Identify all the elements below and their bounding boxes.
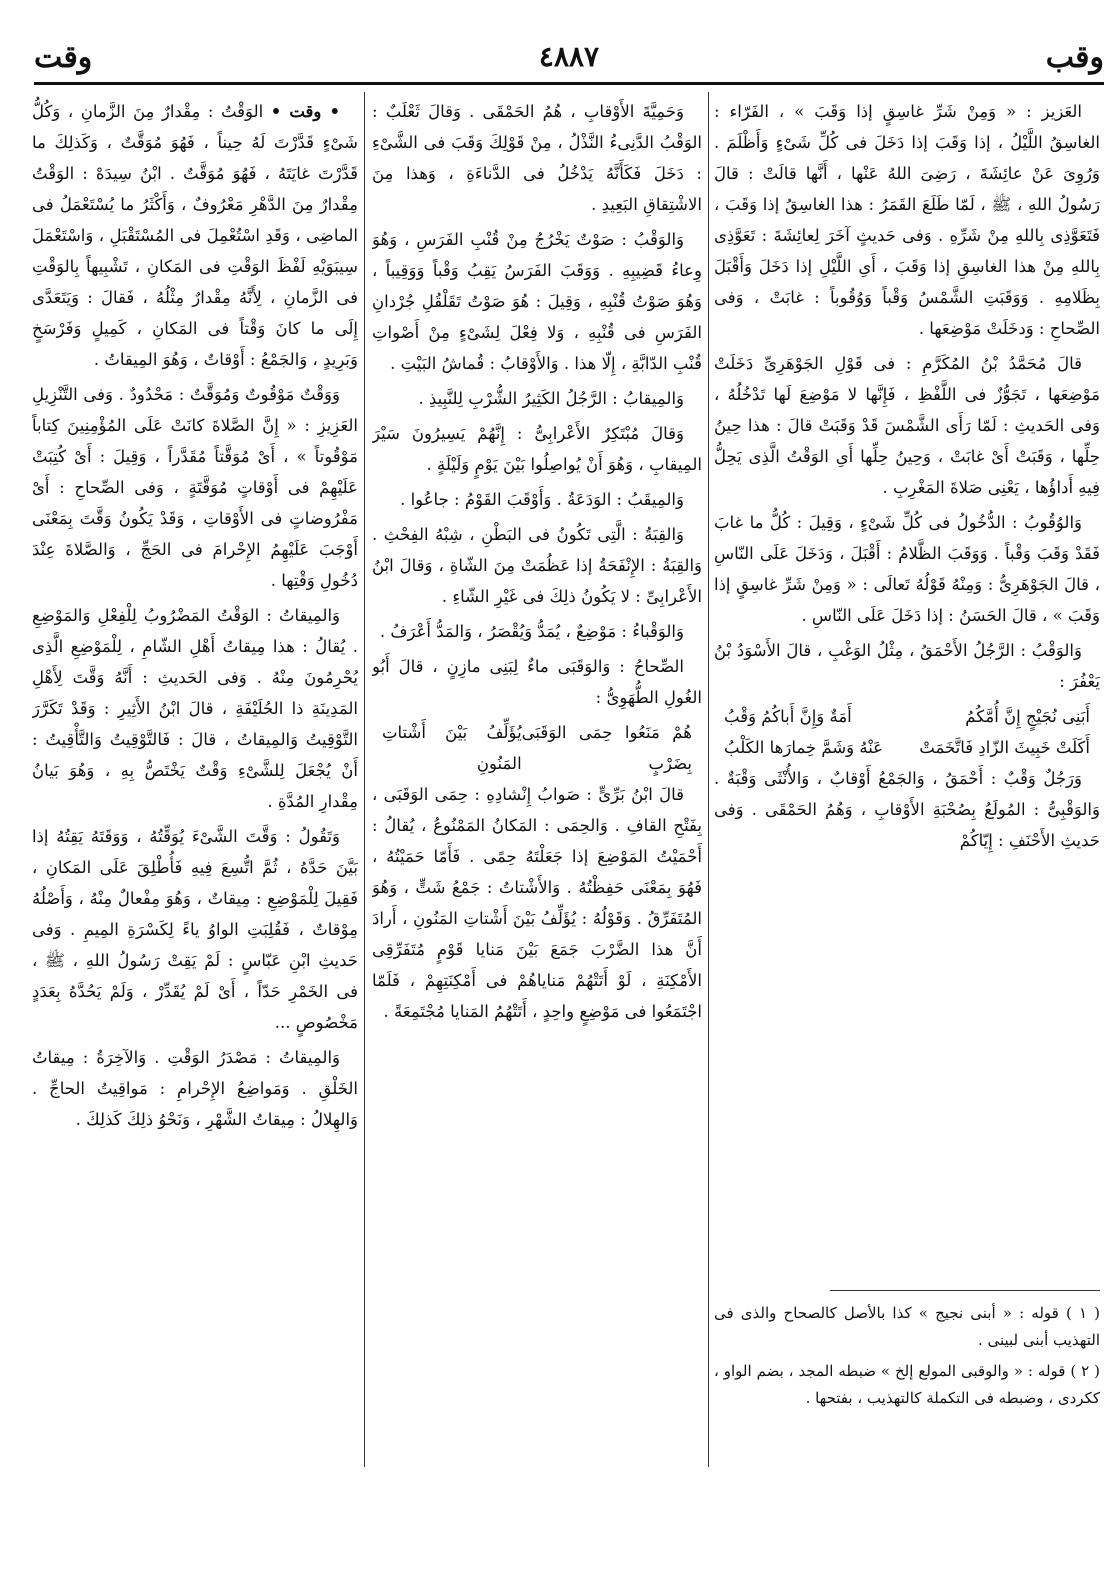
page-number: ٤٨٨٧: [538, 40, 600, 73]
entry-text: الوَقْتُ : مِقْدارٌ مِنَ الزَّمانِ ، وَكُلُّ شَىْءٍ قَدَّرْتَ لَهُ حِيناً ، فَهُوَ مُوَقَّتٌ ، وَكَذلِكَ ما قَدَّرْتَ غايَتَهُ ، فَهُوَ مُوَقَّتٌ . ابْنُ سِيدَهْ : الوَقْتُ مِقْدارٌ مِنَ الدَّهْرِ مَعْرُوفٌ ، وَأَكْثَرُ ما يُسْتَعْمَلُ فى الماضِى ، وَقَدِ اسْتُعْمِلَ فى المُسْتَقْبَلِ ، وَاسْتَعْمَلَ سِيبَوَيْهِ لَفْظَ الوَقْتِ فى المَكانِ ، تَشْبِيهاً بِالوَقْتِ فى الزَّمانِ ، لِأَنَّهُ مِقْدارٌ مِثْلُهُ ، فَقالَ : وَيَتَعَدَّى إِلَى ما كانَ وَقْتاً فى المَكانِ ، كَمِيلٍ وَفَرْسَخٍ وَبَرِيدٍ ، وَالجَمْعُ : أَوْقاتٌ ، وَهُوَ المِيقاتُ .: [32, 102, 358, 369]
poem-line: [714, 701, 1100, 732]
footnotes: [714, 1300, 1100, 1416]
column-divider-right: [708, 92, 709, 1467]
hemistich: يُؤَلِّفُ بَيْنَ أَشْتاتِ المَنُونِ: [382, 723, 522, 773]
paragraph: وَوَقْتٌ مَوْقُوتٌ وَمُوَقَّتٌ : مَحْدُودٌ . وَفى التَّنْزِيلِ العَزِيزِ : « إِنَّ الصَّلاةَ كانَتْ عَلَى المُؤْمِنِينَ كِتاباً مَوْقُوتاً » ، أَىْ مُوَقَّتاً مُقَدَّراً ، وَقِيلَ : أَىْ كُتِبَتْ عَلَيْهِمْ فى أَوْقاتٍ مُوَقَّتَةٍ ، وَفى الصِّحاحِ : أَىْ مَفْرُوضاتٍ فى الأَوْقاتِ ، وَقَدْ يَكُونُ وَقَّتَ بِمَعْنَى أَوْجَبَ عَلَيْهِمُ الإِحْرامَ فى الحَجِّ ، وَالصَّلاةَ عِنْدَ دُخُولِ وَقْتِها .: [32, 385, 358, 590]
footnote-rule: [830, 1290, 1100, 1291]
footnote: ( ٢ ) قوله : « والوقبى المولع إلخ » ضبطه المجد ، بضم الواو ، ككردى ، وضبطه فى التكملة كالتهذيب ، بفتحها .: [714, 1362, 1100, 1407]
paragraph: وَالمِيقاتُ : الوَقْتُ المَضْرُوبُ لِلْفِعْلِ وَالمَوْضِعِ . يُقالُ : هذا مِيقاتُ أَهْلِ الشّامِ ، لِلْمَوْضِعِ الَّذِى يُحْرِمُونَ مِنْهُ . وَفى الحَديثِ : أَنَّهُ وَقَّتَ لِأَهْلِ المَدِينَةِ ذا الحُلَيْفَةِ ، قالَ ابْنُ الأَثِيرِ : وَقَدْ تَكَرَّرَ التَّوْقِيتُ وَالمِيقاتُ ، قالَ : فَالتَّوْقِيتُ وَالتَّأْقِيتُ : أَنْ يُجْعَلَ لِلشَّىْءِ وَقْتٌ يَخْتَصُّ بِهِ ، وَهُوَ بَيانُ مِقْدارِ المُدَّةِ .: [32, 606, 358, 811]
hemistich: أَبَنِى نُجَيْجٍ إِنَّ أُمَّكُمُ: [965, 707, 1090, 726]
header-left-word: وقت: [34, 40, 93, 75]
column-divider-left: [364, 92, 365, 1467]
paragraph: قالَ مُحَمَّدُ بْنُ المُكَرَّمِ : فى قَوْلِ الجَوْهَرِىِّ دَخَلَتْ مَوْضِعَها ، تَجَوُّزٌ فى اللَّفْظِ ، فَإِنَّها لا مَوْضِعَ لَها تَدْخُلُهُ ، وَفى الحَديثِ : لَمّا رَأَى الشَّمْسَ قَدْ وَقَبَتْ قالَ : هذا حِينُ حِلِّها ، وَقَبَتْ أَىْ غابَتْ ، وَحِينُ حِلِّها أَىِ الوَقْتُ الَّذِى يَحِلُّ فِيهِ أَداؤُها ، يَعْنِى صَلاةَ المَغْرِبِ .: [714, 354, 1100, 497]
paragraph: وَالمِيقَبُ : الوَدَعَةُ . وَأَوْقَبَ القَوْمُ : جاعُوا .: [400, 490, 684, 509]
paragraph: وَقالَ مُبْتَكِرٌ الأَعْرابِىُّ : إِنَّهُمْ يَسِيرُونَ سَيْرَ المِيقابِ ، وَهُوَ أَنْ يُواصِلُوا بَيْنَ يَوْمٍ وَلَيْلَةٍ .: [372, 424, 702, 474]
header-right-word: وقب: [1045, 40, 1104, 75]
column-right: [714, 96, 1100, 1466]
paragraph: وَرَجُلٌ وَقْبٌ : أَحْمَقُ ، وَالجَمْعُ أَوْقابٌ ، وَالأُنْثَى وَقْبَةٌ . وَالوَقْبِىُّ : المُولَعُ بِصُحْبَةِ الأَوْقابِ ، وَهُمُ الحَمْقَى . وَفى حَديثِ الأَحْنَفِ : إِيّاكُمْ: [714, 769, 1100, 850]
entry-headword: • وقت •: [270, 102, 340, 121]
paragraph: وَالوَقْبُ : صَوْتٌ يَخْرُجُ مِنْ قُنْبِ الفَرَسِ ، وَهُوَ وِعاءُ قَضِيبِهِ . وَوَقَبَ الفَرَسُ يَقِبُ وَقْباً وَوَقِيباً ، وَهُوَ صَوْتُ قُنْبِهِ ، وَقِيلَ : هُوَ صَوْتُ تَقَلْقُلِ جُرْدانِ الفَرَسِ فى قُنْبِهِ ، وَلا فِعْلَ لِشَىْءٍ مِنْ أَصْواتِ قُنْبِ الدّابَّةِ ، إِلّا هذا . وَالأَوْقابُ : قُماشُ البَيْتِ .: [372, 230, 702, 373]
column-left: [32, 96, 358, 1466]
paragraph: وَحَمِيَّةَ الأَوْقابِ ، هُمُ الحَمْقَى . وَقالَ ثَعْلَبٌ : الوَقْبُ الدَّنِىءُ النَّذْلُ ، مِنْ قَوْلِكَ وَقَبَ فى الشَّىْءِ : دَخَلَ فَكَأَنَّهُ يَدْخُلُ فى الدَّناءَةِ ، وَهذا مِنَ الاشْتِقاقِ البَعِيدِ .: [372, 102, 702, 214]
header-rule: [34, 82, 1104, 85]
paragraph: قالَ ابْنُ بَرِّىٍّ : صَوابُ إِنْشادِهِ : حِمَى الوَقَبَى ، بِفَتْحِ القافِ . وَالحِمَى : المَكانُ المَمْنُوعُ ، يُقالُ : أَحْمَيْتُ المَوْضِعَ إذا جَعَلْتَهُ حِمًى . فَأَمّا حَمَيْتُهُ ، فَهُوَ بِمَعْنَى حَفِظْتُهُ . وَالأَشْتاتُ : جَمْعُ شَتٍّ ، وَهُوَ المُتَفَرِّقُ . وَقَوْلُهُ : يُؤَلِّفُ بَيْنَ أَشْتاتِ المَنُونِ ، أَرادَ أَنَّ هذا الضَّرْبَ جَمَعَ بَيْنَ مَنايا قَوْمٍ مُتَفَرِّقِى الأَمْكِنَةِ ، لَوْ أَتَتْهُمْ مَناياهُمْ فى أَمْكِنَتِهِمْ ، فَلَمّا اجْتَمَعُوا فى مَوْضِعٍ واحِدٍ ، أَتَتْهُمُ المَنايا مُجْتَمِعَةً .: [372, 785, 702, 1021]
column-middle: [372, 96, 702, 1466]
poem-line: [714, 732, 1100, 763]
paragraph: الصِّحاحُ : وَالوَقَبَى ماءٌ لِبَنِى مازِنٍ ، قالَ أَبُو الغُولِ الطُّهَوِىُّ :: [372, 657, 702, 707]
hemistich: هُمْ مَنَعُوا حِمَى الوَقَبَى بِضَرْبٍ: [521, 723, 692, 773]
page-header: [34, 40, 1104, 86]
entry-paragraph: [32, 96, 358, 375]
footnote: ( ١ ) قوله : « أبنى نجيج » كذا بالأصل كالصحاح والذى فى التهذيب أبنى لبينى .: [714, 1304, 1100, 1349]
paragraph: العَزيز : « وَمِنْ شَرِّ غاسِقٍ إذا وَقَبَ » ، الفَرّاء : الغاسِقُ اللَّيْلُ ، إذا وَقَبَ إذا دَخَلَ فى كُلِّ شَىْءٍ وَأَظْلَمَ . وَرُوِىَ عَنْ عائِشَةَ ، رَضِىَ اللهُ عَنْها ، أَنَّها قالَتْ : قالَ رَسُولُ اللهِ ، ﷺ ، لَمّا طَلَعَ القَمَرُ : هذا الغاسِقُ إذا وَقَبَ ، فَتَعَوَّذِى بِاللهِ مِنْ شَرِّهِ . وَفى حَديثٍ آخَرَ لِعائِشَةَ : تَعَوَّذِى بِاللهِ مِنْ هذا الغاسِقِ إذا وَقَبَ ، أَىِ اللَّيْلِ إذا دَخَلَ وَأَقْبَلَ بِظَلامِهِ . وَوَقَبَتِ الشَّمْسُ وَقْباً وَوُقُوباً : غابَتْ ، وَفى الصِّحاحِ : وَدخَلَتْ مَوْضِعَها .: [714, 102, 1100, 338]
paragraph: وَالمِيقابُ : الرَّجُلُ الكَثِيرُ الشُّرْبِ لِلنَّبِيذِ .: [418, 389, 684, 408]
paragraph: وَالقِبَةُ : الَّتِى تَكُونُ فى البَطْنِ ، شِبْهُ الفِحْثِ . وَالقِبَةُ : الإِنْفَحَةُ إذا عَظُمَتْ مِنَ الشّاةِ ، وَقالَ ابْنُ الأَعْرابِىِّ : لا يَكُونُ ذلِكَ فى غَيْرِ الشّاءِ .: [372, 525, 702, 606]
paragraph: وَالمِيقاتُ : مَصْدَرُ الوَقْتِ . وَالآخِرَةُ : مِيقاتُ الخَلْقِ . وَمَواضِعُ الإِحْرامِ : مَواقِيتُ الحاجِّ . وَالهِلالُ : مِيقاتُ الشَّهْرِ ، وَنَحْوُ ذلِكَ كَذلِكَ .: [32, 1048, 358, 1129]
hemistich: أَكَلَتْ خَبِيثَ الزّادِ فَاتَّخَمَتْ: [919, 738, 1090, 757]
paragraph: وَتَقُولُ : وَقَّتَ الشَّىْءَ يُوَقِّتُهُ ، وَوَقَتَهُ يَقِتُهُ إذا بَيَّنَ حَدَّهُ ، ثُمَّ اتُّسِعَ فِيهِ فَأُطْلِقَ عَلَى المَكانِ ، فَقِيلَ لِلْمَوْضِعِ : مِيقاتٌ ، وَهُوَ مِفْعالٌ مِنْهُ ، وَأَصْلُهُ مِوْقاتٌ ، فَقُلِبَتِ الواوُ ياءً لِكَسْرَةِ المِيمِ . وَفى حَديثِ ابْنِ عَبّاسٍ : لَمْ يَقِتْ رَسُولُ اللهِ ، ﷺ ، فى الخَمْرِ حَدّاً ، أَىْ لَمْ يُقَدِّرْ ، وَلَمْ يَحُدَّهُ بِعَدَدٍ مَخْصُوصٍ ...: [32, 827, 358, 1032]
hemistich: عَنْهُ وَشَمَّ خِمارَها الكَلْبُ: [724, 738, 884, 757]
paragraph: وَالوَقْبُ : الرَّجُلُ الأَحْمَقُ ، مِثْلُ الوَغْبِ ، قالَ الأَسْوَدُ بْنُ يَعْفُرَ :: [714, 641, 1100, 691]
poem-line: [372, 717, 702, 779]
paragraph: وَالوَقْباءُ : مَوْضِعٌ ، يُمَدُّ وَيُقْصَرُ ، وَالمَدُّ أَعْرَفُ .: [379, 622, 684, 641]
paragraph: وَالوُقُوبُ : الدُّخُولُ فى كُلِّ شَىْءٍ ، وَقِيلَ : كُلُّ ما غابَ فَقَدْ وَقَبَ وَقْباً . وَوَقَبَ الظَّلامُ : أَقْبَلَ ، وَدَخَلَ عَلَى النّاسِ ، قالَ الجَوْهَرِىُّ : وَمِنْهُ قَوْلُهُ تَعالَى : « وَمِنْ شَرِّ غاسِقٍ إذا وَقَبَ » ، قالَ الحَسَنُ : إذا دَخَلَ عَلَى النّاسِ .: [714, 513, 1100, 625]
hemistich: أَمَةٌ وَإِنَّ أَباكُمُ وَقْبُ: [724, 707, 852, 726]
